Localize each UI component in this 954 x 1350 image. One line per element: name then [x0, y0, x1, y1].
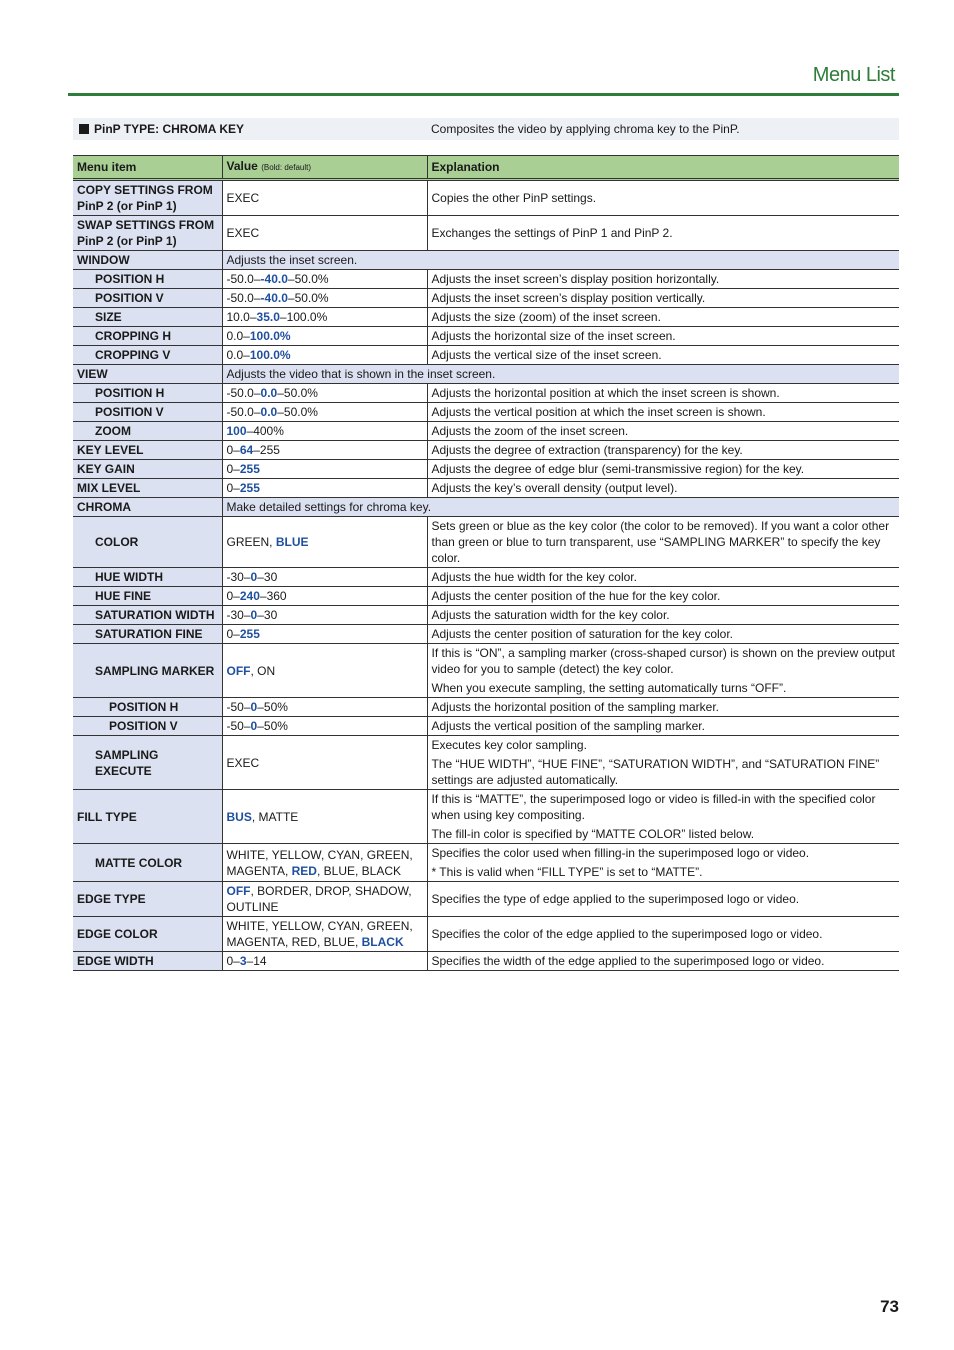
value-cell: [222, 441, 427, 460]
table-row: [73, 180, 899, 216]
table-row: [73, 587, 899, 606]
explanation-text: Adjusts the key’s overall density (output level).: [431, 481, 678, 495]
value-cell: [222, 327, 427, 346]
value-cell: [222, 790, 427, 844]
menu-item-cell: POSITION H: [73, 270, 222, 289]
explanation-text: Adjusts the vertical position at which the inset screen is shown.: [431, 405, 766, 419]
default-value: 0: [250, 700, 258, 714]
explanation-cell: [427, 844, 899, 882]
explanation-cell: [427, 698, 899, 717]
explanation-text: Specifies the color of the edge applied to the superimposed logo or video.: [431, 927, 823, 941]
menu-item-cell: HUE FINE: [73, 587, 222, 606]
value-cell: [222, 844, 427, 882]
table-body: [73, 180, 899, 971]
value-cell: [222, 606, 427, 625]
explanation-text: If this is “ON”, a sampling marker (cross-shaped cursor) is shown on the preview output video for you to sample (detect) the key color.: [431, 646, 896, 676]
value-text: 0–: [226, 462, 240, 476]
default-value: BLACK: [361, 935, 404, 949]
value-cell: [222, 644, 427, 698]
explanation-cell: [427, 917, 899, 952]
explanation-text: Adjusts the saturation width for the key color.: [431, 608, 670, 622]
explanation-cell: [427, 460, 899, 479]
value-text: -50.0–: [226, 386, 261, 400]
value-text: WHITE, YELLOW, CYAN, GREEN, MAGENTA,: [226, 847, 413, 878]
value-cell: [222, 216, 427, 251]
value-text: -50–: [226, 700, 251, 714]
explanation-cell: [427, 568, 899, 587]
value-text: 0–: [226, 954, 240, 968]
value-cell: [222, 479, 427, 498]
default-value: 0.0: [260, 386, 278, 400]
value-text: -50–: [226, 719, 251, 733]
value-text: -50.0–: [226, 291, 261, 305]
explanation-text: Exchanges the settings of PinP 1 and PinP 2.: [431, 226, 673, 240]
value-cell: [222, 698, 427, 717]
explanation-text: Sets green or blue as the key color (the color to be removed). If you want a color other than green or blue to turn transparent, use “SAMPLING MARKER” to specify the key color.: [431, 519, 890, 565]
group-description-cell: Adjusts the inset screen.: [222, 251, 899, 270]
default-value: OFF: [226, 884, 251, 898]
table-row: [73, 479, 899, 498]
value-cell: [222, 180, 427, 216]
value-text: GREEN,: [226, 535, 276, 549]
value-text: –50%: [257, 700, 288, 714]
value-text: WHITE, YELLOW, CYAN, GREEN, MAGENTA, RED, BLUE,: [226, 919, 413, 949]
default-value: 255: [239, 627, 260, 641]
table-header-row: [73, 156, 899, 180]
explanation-cell: [427, 327, 899, 346]
explanation-text: Executes key color sampling.: [431, 738, 587, 752]
value-cell: [222, 422, 427, 441]
header-explanation: Explanation: [427, 156, 899, 180]
table-row: [73, 517, 899, 568]
table-row: [73, 384, 899, 403]
explanation-text: Adjusts the horizontal position of the sampling marker.: [431, 700, 719, 714]
value-cell: [222, 346, 427, 365]
menu-item-cell: VIEW: [73, 365, 222, 384]
default-value: 240: [239, 589, 260, 603]
default-value: 0: [250, 608, 258, 622]
value-cell: [222, 882, 427, 917]
table-row: [73, 790, 899, 844]
explanation-cell: [427, 882, 899, 917]
value-text: 0–: [226, 589, 240, 603]
square-bullet-icon: [79, 124, 89, 134]
default-value: 35.0: [256, 310, 280, 324]
menu-item-cell: SAMPLING EXECUTE: [73, 736, 222, 790]
menu-item-cell: POSITION V: [73, 403, 222, 422]
explanation-text: Adjusts the horizontal position at which the inset screen is shown.: [431, 386, 780, 400]
value-text: EXEC: [226, 755, 260, 770]
section-title: PinP TYPE: CHROMA KEY: [94, 122, 245, 136]
explanation-cell: [427, 216, 899, 251]
value-text: EXEC: [226, 226, 260, 240]
header-value-label: Value: [226, 159, 258, 173]
explanation-cell: [427, 384, 899, 403]
default-value: BUS: [226, 809, 252, 824]
menu-item-cell: SWAP SETTINGS FROM PinP 2 (or PinP 1): [73, 216, 222, 251]
table-row: [73, 952, 899, 971]
table-row: [73, 606, 899, 625]
header-value: [222, 156, 427, 180]
value-cell: [222, 384, 427, 403]
explanation-cell: [427, 308, 899, 327]
menu-item-cell: KEY LEVEL: [73, 441, 222, 460]
explanation-text: Adjusts the hue width for the key color.: [431, 570, 637, 584]
explanation-text: If this is “MATTE”, the superimposed logo or video is filled-in with the specified color when using key compositing.: [431, 792, 876, 822]
explanation-cell: [427, 180, 899, 216]
explanation-cell: [427, 625, 899, 644]
default-value: 100.0%: [249, 348, 291, 362]
value-cell: [222, 587, 427, 606]
explanation-text: Adjusts the center position of the hue for the key color.: [431, 589, 721, 603]
explanation-text: * This is valid when “FILL TYPE” is set to “MATTE”.: [431, 865, 703, 879]
group-row: [73, 365, 899, 384]
menu-item-cell: SAMPLING MARKER: [73, 644, 222, 698]
value-text: 0–: [226, 627, 240, 641]
explanation-cell: [427, 587, 899, 606]
explanation-text: Adjusts the vertical size of the inset screen.: [431, 348, 662, 362]
value-text: , BLUE, BLACK: [316, 863, 402, 878]
value-text: –30: [257, 570, 278, 584]
menu-item-cell: EDGE COLOR: [73, 917, 222, 952]
menu-item-cell: CROPPING H: [73, 327, 222, 346]
default-value: 255: [239, 462, 260, 476]
group-row: [73, 251, 899, 270]
menu-item-cell: CROPPING V: [73, 346, 222, 365]
table-row: [73, 717, 899, 736]
value-text: 0–: [226, 481, 240, 495]
table-row: [73, 625, 899, 644]
default-value: 100.0%: [249, 329, 291, 343]
menu-item-cell: SATURATION WIDTH: [73, 606, 222, 625]
section-description: Composites the video by applying chroma key to the PinP.: [431, 122, 740, 136]
menu-item-cell: POSITION V: [73, 717, 222, 736]
value-cell: [222, 736, 427, 790]
table-row: [73, 308, 899, 327]
section-bar: [73, 118, 899, 140]
explanation-text: Adjusts the degree of edge blur (semi-transmissive region) for the key.: [431, 462, 805, 476]
table-row: [73, 460, 899, 479]
default-value: -40.0: [260, 272, 288, 286]
group-row: [73, 498, 899, 517]
value-text: 0–: [226, 443, 240, 457]
explanation-cell: [427, 289, 899, 308]
explanation-cell: [427, 270, 899, 289]
explanation-cell: [427, 790, 899, 844]
explanation-cell: [427, 403, 899, 422]
explanation-cell: [427, 736, 899, 790]
explanation-text: Adjusts the zoom of the inset screen.: [431, 424, 629, 438]
table-row: [73, 568, 899, 587]
value-text: –400%: [246, 424, 284, 438]
value-text: –100.0%: [279, 310, 328, 324]
value-text: –360: [259, 589, 287, 603]
default-value: RED: [291, 863, 317, 878]
table-row: [73, 346, 899, 365]
menu-table: [73, 155, 899, 971]
menu-item-cell: CHROMA: [73, 498, 222, 517]
group-description-cell: Adjusts the video that is shown in the inset screen.: [222, 365, 899, 384]
explanation-text: Adjusts the center position of saturation for the key color.: [431, 627, 733, 641]
value-text: 0.0–: [226, 348, 250, 362]
explanation-cell: [427, 517, 899, 568]
explanation-cell: [427, 422, 899, 441]
table-row: [73, 422, 899, 441]
table-row: [73, 736, 899, 790]
page-number: 73: [880, 1297, 899, 1316]
default-value: 100: [226, 424, 247, 438]
explanation-cell: [427, 606, 899, 625]
menu-item-cell: EDGE TYPE: [73, 882, 222, 917]
menu-item-cell: SATURATION FINE: [73, 625, 222, 644]
value-text: –50.0%: [277, 386, 318, 400]
default-value: BLUE: [275, 535, 309, 549]
default-value: 3: [239, 954, 247, 968]
value-cell: [222, 625, 427, 644]
explanation-text: Adjusts the vertical position of the sampling marker.: [431, 719, 705, 733]
menu-item-cell: COLOR: [73, 517, 222, 568]
value-cell: [222, 917, 427, 952]
header-value-note: (Bold: default): [261, 163, 312, 172]
menu-item-cell: POSITION H: [73, 698, 222, 717]
explanation-text: Specifies the color used when filling-in the superimposed logo or video.: [431, 846, 810, 860]
value-cell: [222, 308, 427, 327]
value-text: -30–: [226, 570, 251, 584]
explanation-cell: [427, 441, 899, 460]
value-text: –50.0%: [287, 272, 329, 286]
explanation-text: The fill-in color is specified by “MATTE COLOR” listed below.: [431, 827, 755, 841]
menu-item-cell: WINDOW: [73, 251, 222, 270]
menu-item-cell: EDGE WIDTH: [73, 952, 222, 971]
table-row: [73, 644, 899, 698]
value-text: 0.0–: [226, 329, 250, 343]
explanation-cell: [427, 346, 899, 365]
menu-item-cell: SIZE: [73, 308, 222, 327]
explanation-text: Adjusts the inset screen’s display position horizontally.: [431, 272, 720, 286]
value-text: -50.0–: [226, 405, 261, 419]
value-text: , ON: [250, 663, 276, 678]
value-cell: [222, 289, 427, 308]
default-value: 0: [250, 570, 258, 584]
default-value: -40.0: [260, 291, 288, 305]
page-header-title: Menu List: [812, 64, 895, 86]
table-row: [73, 403, 899, 422]
value-cell: [222, 568, 427, 587]
explanation-text: When you execute sampling, the setting automatically turns “OFF”.: [431, 681, 787, 695]
default-value: OFF: [226, 663, 251, 678]
menu-item-cell: MATTE COLOR: [73, 844, 222, 882]
menu-item-cell: COPY SETTINGS FROM PinP 2 (or PinP 1): [73, 180, 222, 216]
explanation-text: Adjusts the inset screen’s display position vertically.: [431, 291, 706, 305]
value-text: , MATTE: [251, 809, 299, 824]
explanation-cell: [427, 479, 899, 498]
explanation-text: The “HUE WIDTH”, “HUE FINE”, “SATURATION WIDTH”, and “SATURATION FINE” settings are adjusted automatically.: [431, 757, 880, 787]
explanation-text: Adjusts the degree of extraction (transparency) for the key.: [431, 443, 743, 457]
default-value: 255: [239, 481, 260, 495]
table-row: [73, 917, 899, 952]
explanation-text: Specifies the type of edge applied to the superimposed logo or video.: [431, 892, 800, 906]
explanation-cell: [427, 717, 899, 736]
table-row: [73, 270, 899, 289]
value-cell: [222, 270, 427, 289]
group-description-cell: Make detailed settings for chroma key.: [222, 498, 899, 517]
value-text: EXEC: [226, 191, 260, 205]
table-row: [73, 289, 899, 308]
table-row: [73, 882, 899, 917]
menu-item-cell: MIX LEVEL: [73, 479, 222, 498]
table-row: [73, 441, 899, 460]
value-cell: [222, 717, 427, 736]
menu-item-cell: FILL TYPE: [73, 790, 222, 844]
table-row: [73, 698, 899, 717]
menu-item-cell: POSITION V: [73, 289, 222, 308]
header-menu-item: Menu item: [73, 156, 222, 180]
table-row: [73, 844, 899, 882]
menu-item-cell: POSITION H: [73, 384, 222, 403]
default-value: 0.0: [260, 405, 278, 419]
menu-item-cell: ZOOM: [73, 422, 222, 441]
value-text: -30–: [226, 608, 251, 622]
value-text: –14: [246, 954, 267, 968]
table-row: [73, 216, 899, 251]
default-value: 0: [250, 719, 258, 733]
value-cell: [222, 952, 427, 971]
value-text: –50.0%: [277, 405, 318, 419]
value-text: –50.0%: [287, 291, 329, 305]
value-cell: [222, 517, 427, 568]
explanation-cell: [427, 952, 899, 971]
explanation-text: Adjusts the horizontal size of the inset screen.: [431, 329, 676, 343]
explanation-cell: [427, 644, 899, 698]
explanation-text: Copies the other PinP settings.: [431, 191, 597, 205]
value-text: -50.0–: [226, 272, 261, 286]
value-text: , BORDER, DROP, SHADOW, OUTLINE: [226, 884, 412, 914]
menu-item-cell: HUE WIDTH: [73, 568, 222, 587]
value-text: –255: [253, 443, 280, 457]
explanation-text: Specifies the width of the edge applied to the superimposed logo or video.: [431, 954, 825, 968]
value-cell: [222, 460, 427, 479]
default-value: 64: [239, 443, 254, 457]
value-text: 10.0–: [226, 310, 257, 324]
header-divider: [68, 93, 899, 96]
explanation-text: Adjusts the size (zoom) of the inset screen.: [431, 310, 661, 324]
value-text: –30: [257, 608, 278, 622]
table-row: [73, 327, 899, 346]
value-text: –50%: [257, 719, 288, 733]
value-cell: [222, 403, 427, 422]
menu-item-cell: KEY GAIN: [73, 460, 222, 479]
